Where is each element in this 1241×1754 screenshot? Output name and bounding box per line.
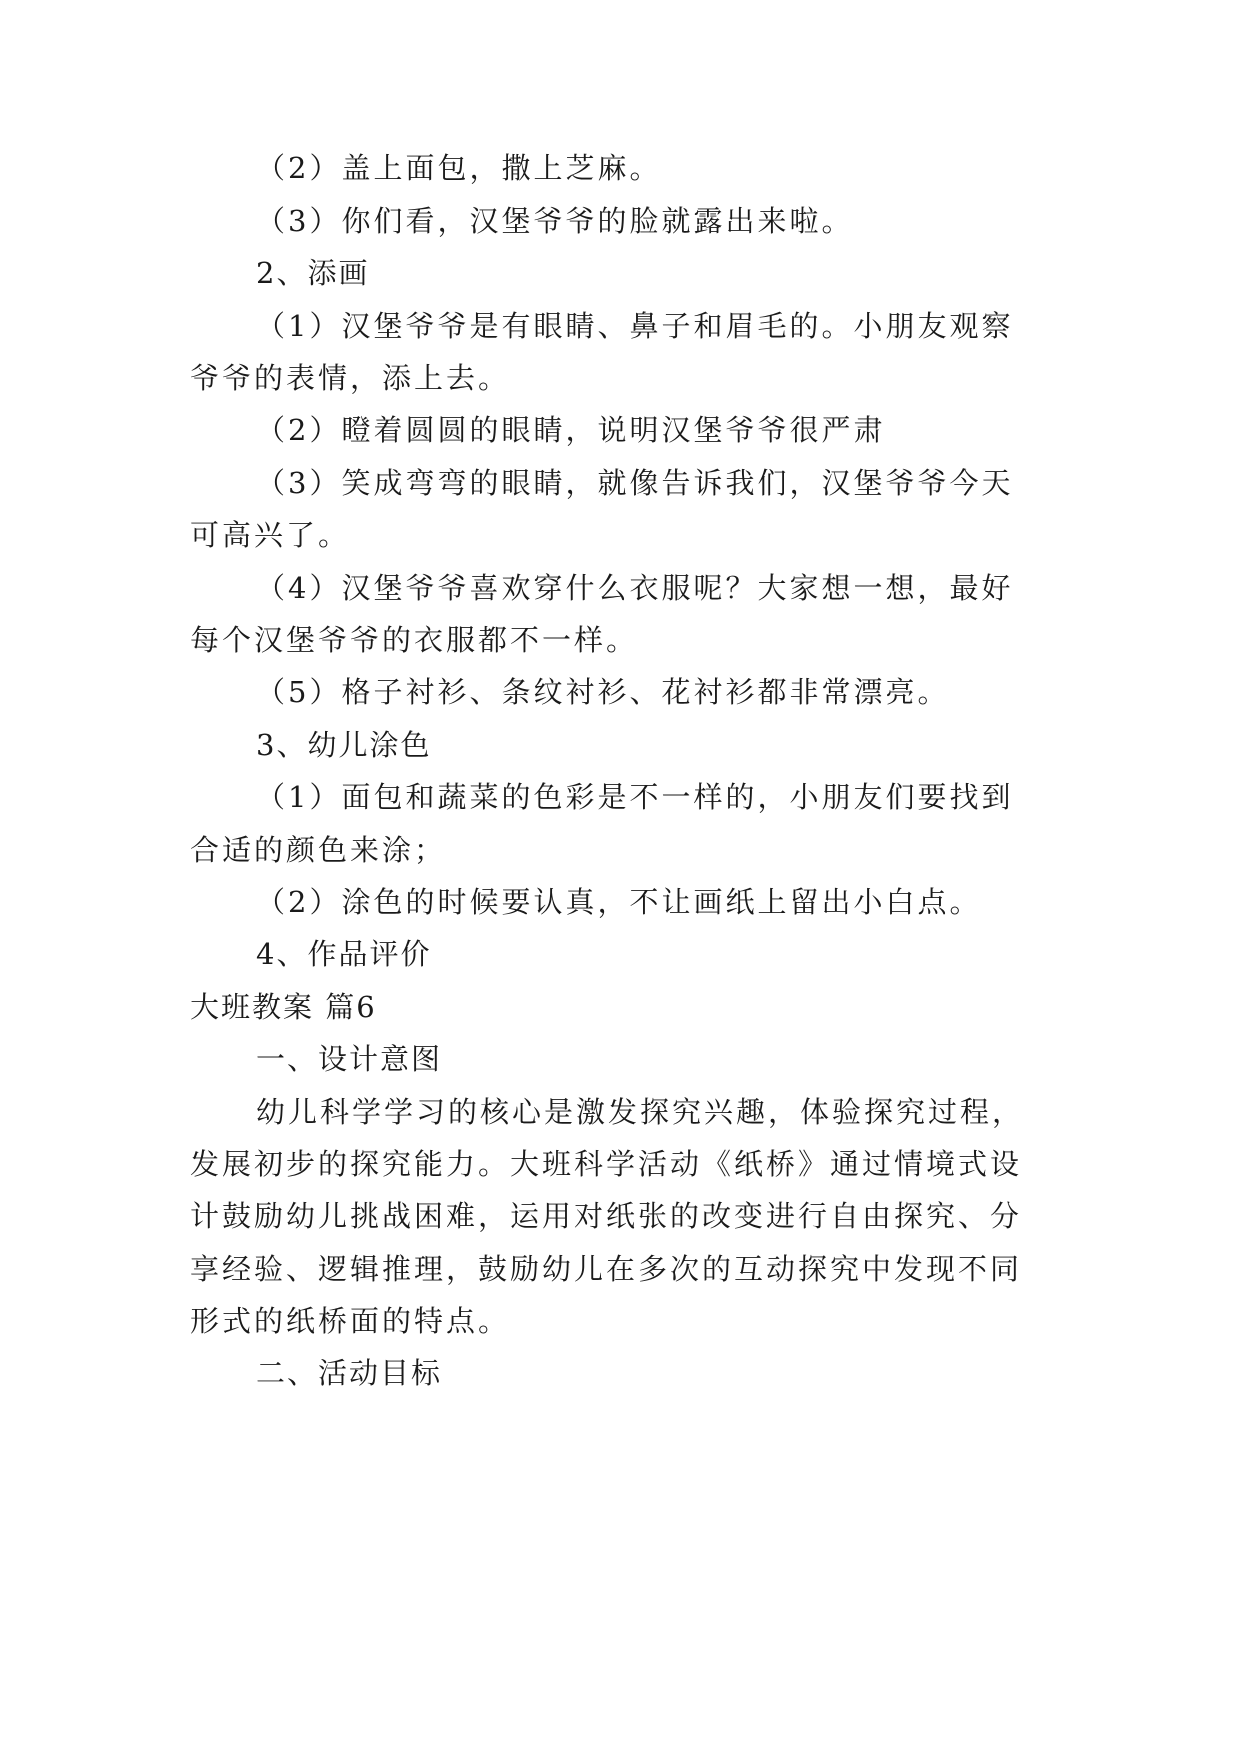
step-text: （2）盖上面包，撒上芝麻。 xyxy=(256,151,662,185)
lesson-title: 大班教案 篇6 xyxy=(190,990,377,1024)
step-text: （5）格子衬衫、条纹衬衫、花衬衫都非常漂亮。 xyxy=(256,675,950,709)
section-heading: 二、活动目标 xyxy=(256,1356,443,1390)
step-text-continued: 可高兴了。 xyxy=(190,518,351,552)
step-text: （3）你们看，汉堡爷爷的脸就露出来啦。 xyxy=(256,204,854,238)
paragraph-text: 享经验、逻辑推理，鼓励幼儿在多次的互动探究中发现不同 xyxy=(190,1252,1023,1286)
step-text: （3）笑成弯弯的眼睛，就像告诉我们，汉堡爷爷今天 xyxy=(256,466,1014,500)
paragraph-text: 形式的纸桥面的特点。 xyxy=(190,1304,511,1338)
step-text: （2）涂色的时候要认真，不让画纸上留出小白点。 xyxy=(256,885,982,919)
section-heading: 4、作品评价 xyxy=(256,937,432,971)
section-heading: 一、设计意图 xyxy=(256,1042,443,1076)
step-text-continued: 爷爷的表情，添上去。 xyxy=(190,361,511,395)
step-text: （2）瞪着圆圆的眼睛，说明汉堡爷爷很严肃 xyxy=(256,413,886,447)
paragraph-text: 发展初步的探究能力。大班科学活动《纸桥》通过情境式设 xyxy=(190,1147,1023,1181)
step-text: （4）汉堡爷爷喜欢穿什么衣服呢？大家想一想，最好 xyxy=(256,571,1014,605)
step-text: （1）汉堡爷爷是有眼睛、鼻子和眉毛的。小朋友观察 xyxy=(256,309,1014,343)
step-text-continued: 每个汉堡爷爷的衣服都不一样。 xyxy=(190,623,639,657)
section-heading: 3、幼儿涂色 xyxy=(256,728,432,762)
section-heading: 2、添画 xyxy=(256,256,370,290)
paragraph-text: 幼儿科学学习的核心是激发探究兴趣，体验探究过程， xyxy=(256,1095,1025,1129)
paragraph-text: 计鼓励幼儿挑战困难，运用对纸张的改变进行自由探究、分 xyxy=(190,1199,1023,1233)
step-text-continued: 合适的颜色来涂； xyxy=(190,833,447,867)
step-text: （1）面包和蔬菜的色彩是不一样的，小朋友们要找到 xyxy=(256,780,1014,814)
